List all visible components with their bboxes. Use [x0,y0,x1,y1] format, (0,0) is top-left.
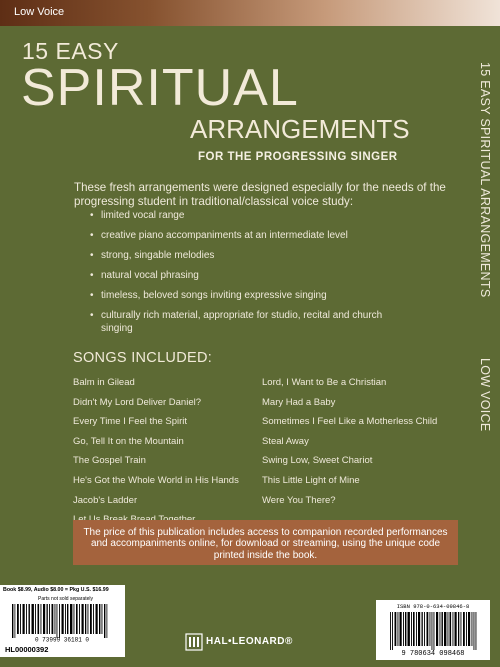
isbn-barcode [382,612,484,656]
intro-text: These fresh arrangements were designed especially for the needs of the progressing student in traditional/classical voice study: [74,181,446,208]
song-item: The Gospel Train [73,455,146,467]
song-item: Every Time I Feel the Spirit [73,416,188,428]
parts-note: Parts not sold separately [38,596,94,602]
song-item: Jacob's Ladder [73,494,138,506]
song-item: He's Got the Whole World in His Hands [73,474,239,486]
top-band [0,0,500,26]
upc-number: 0 73999 36181 0 [34,636,90,642]
songs-heading: SONGS INCLUDED: [73,350,213,366]
title-line-2: SPIRITUAL [21,59,299,117]
songs-list-right [262,373,437,510]
song-item: Lord, I Want to Be a Christian [262,377,387,388]
audio-note-box [73,520,458,565]
feature-item: • creative piano accompaniments at an intermediate level [90,230,390,243]
hal-leonard-logo [185,633,315,653]
song-item: Balm in Gilead [73,377,135,388]
spine-voice: LOW VOICE [478,358,492,432]
voice-tag: Low Voice [14,6,65,18]
upc-barcode [4,604,120,642]
song-item: Sometimes I Feel Like a Motherless Child [262,416,438,428]
spine-title: 15 EASY SPIRITUAL ARRANGEMENTS [478,62,492,298]
publisher-name: HAL•LEONARD® [206,636,293,647]
subtitle: FOR THE PROGRESSING SINGER [198,151,398,163]
song-item: Go, Tell It on the Mountain [73,435,184,447]
song-item: Didn't My Lord Deliver Daniel? [73,396,202,408]
song-item: Swing Low, Sweet Chariot [262,455,373,467]
price-line: Book $8.99, Audio $8.00 = Pkg U.S. $16.99 [3,587,109,593]
song-item: Mary Had a Baby [262,396,336,408]
songs-list-left [73,373,239,530]
feature-list [90,210,390,343]
audio-note-text: The price of this publication includes access to companion recorded performances and accompaniments online, for download or streaming, using the unique code printed inside the book. [83,527,448,561]
price-barcode-block [0,585,125,657]
hal-leonard-logo-icon [185,633,203,651]
feature-item: • timeless, beloved songs inviting expressive singing [90,290,390,303]
isbn-number: ISBN 978-0-634-09846-8 [396,603,470,610]
song-item: Steal Away [262,435,309,447]
title-line-3: ARRANGEMENTS [190,114,410,144]
feature-item: • strong, singable melodies [90,250,390,263]
title-line-1: 15 EASY [22,38,119,64]
feature-item: • limited vocal range [90,210,390,223]
song-item: Were You There? [262,494,336,506]
isbn-barcode-block [376,600,490,660]
feature-item: • culturally rich material, appropriate for studio, recital and church singing [90,310,390,335]
hl-code: HL00000392 [5,645,49,654]
song-item: This Little Light of Mine [262,474,360,486]
ean-number: 9 780634 098468 [401,650,465,656]
feature-item: • natural vocal phrasing [90,270,390,283]
